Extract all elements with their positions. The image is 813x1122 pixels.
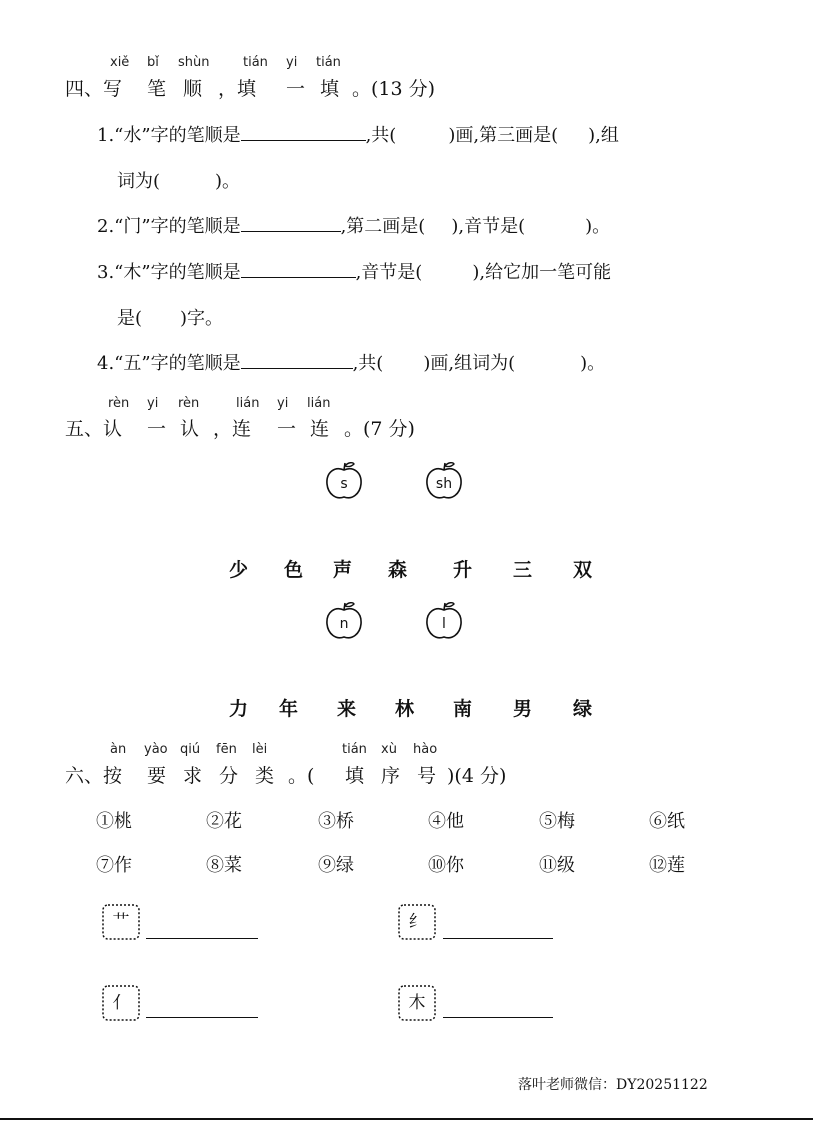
option-item: ⑧菜: [206, 855, 242, 876]
question-text: ,共(: [352, 353, 384, 374]
pinyin: xiě: [110, 55, 130, 70]
pinyin: yi: [147, 396, 159, 411]
radical-box-silk: [397, 903, 437, 941]
pinyin: lián: [236, 396, 260, 411]
answer-line[interactable]: [146, 1016, 258, 1018]
heading-text: 类: [255, 765, 275, 787]
heading-text: ，填: [218, 78, 257, 100]
apple-card-sh[interactable]: [423, 460, 465, 506]
option-item: ⑩你: [428, 855, 464, 876]
heading-text: 。(13 分): [352, 78, 436, 100]
answer-blank[interactable]: [241, 213, 341, 232]
pinyin: yi: [286, 55, 298, 70]
answer-line[interactable]: [146, 937, 258, 939]
pinyin: lèi: [252, 742, 268, 757]
heading-text: 分: [219, 765, 239, 787]
question-text: ),组: [588, 125, 619, 146]
pinyin: bǐ: [147, 55, 159, 70]
question-3-cont: [117, 304, 223, 330]
apple-label: n: [339, 616, 349, 632]
pinyin: àn: [110, 742, 127, 757]
heading-text: 填: [345, 765, 365, 787]
heading-text: 一: [277, 418, 297, 440]
question-text: )字。: [180, 308, 224, 329]
radical-label: 亻: [112, 993, 130, 1013]
pinyin: shùn: [178, 55, 210, 70]
pinyin: yi: [277, 396, 289, 411]
question-text: ),音节是(: [451, 216, 526, 237]
radical-label: 纟: [408, 912, 426, 932]
question-2: [97, 212, 610, 238]
radical-label: 木: [408, 993, 426, 1013]
question-text: )。: [215, 171, 241, 192]
footer-contact: 落叶老师微信：DY20251122: [518, 1077, 708, 1093]
question-1: [97, 121, 619, 147]
heading-text: 一: [147, 418, 167, 440]
option-item: ⑤梅: [539, 811, 575, 832]
pinyin: tián: [243, 55, 268, 70]
pinyin: fēn: [216, 742, 237, 757]
question-3: [97, 258, 611, 284]
question-text: ,第二画是(: [340, 216, 426, 237]
heading-text: 填: [320, 78, 340, 100]
question-text: 4.“五”字的笔顺是: [97, 353, 241, 374]
option-item: ⑫莲: [649, 855, 685, 876]
apple-card-n[interactable]: [323, 600, 365, 646]
radical-box-wood: [397, 984, 437, 1022]
pinyin: lián: [307, 396, 331, 411]
heading-text: 笔: [147, 78, 167, 100]
char-item[interactable]: 双: [573, 559, 593, 581]
option-item: ⑦作: [96, 855, 132, 876]
char-item[interactable]: 绿: [573, 698, 593, 720]
pinyin: qiú: [180, 742, 201, 757]
answer-blank[interactable]: [241, 259, 356, 278]
pinyin: yào: [144, 742, 168, 757]
heading-text: 。(7 分): [344, 418, 415, 440]
question-text: ),给它加一笔可能: [472, 262, 612, 283]
heading-text: 求: [183, 765, 203, 787]
heading-text: 要: [147, 765, 167, 787]
radical-box-person: [101, 984, 141, 1022]
question-text: )画,组词为(: [423, 353, 516, 374]
question-text: 词为(: [117, 171, 161, 192]
option-item: ①桃: [96, 811, 132, 832]
question-text: 3.“木”字的笔顺是: [97, 262, 241, 283]
char-item[interactable]: 色: [284, 559, 304, 581]
heading-text: 号: [417, 765, 437, 787]
question-text: 2.“门”字的笔顺是: [97, 216, 241, 237]
apple-label: l: [442, 616, 446, 632]
char-item[interactable]: 年: [279, 698, 299, 720]
answer-blank[interactable]: [241, 122, 366, 141]
pinyin: rèn: [108, 396, 130, 411]
question-text: 1.“水”字的笔顺是: [97, 125, 241, 146]
char-item[interactable]: 林: [395, 698, 415, 720]
apple-card-l[interactable]: [423, 600, 465, 646]
option-item: ⑪级: [539, 855, 575, 876]
heading-text: 认: [180, 418, 200, 440]
heading-text: 序: [381, 765, 401, 787]
char-item[interactable]: 南: [453, 698, 473, 720]
answer-line[interactable]: [443, 937, 553, 939]
apple-card-s[interactable]: [323, 460, 365, 506]
char-item[interactable]: 少: [229, 559, 249, 581]
question-text: )。: [580, 353, 606, 374]
answer-line[interactable]: [443, 1016, 553, 1018]
heading-text: 四、写: [65, 78, 123, 100]
option-item: ⑥纸: [649, 811, 685, 832]
heading-text: 连: [310, 418, 330, 440]
option-item: ③桥: [318, 811, 354, 832]
question-text: ,共(: [365, 125, 397, 146]
char-item[interactable]: 男: [513, 698, 533, 720]
option-item: ④他: [428, 811, 464, 832]
heading-text: 。(: [288, 765, 315, 787]
char-item[interactable]: 来: [337, 698, 357, 720]
heading-text: ，连: [213, 418, 252, 440]
apple-label: sh: [435, 476, 453, 492]
question-text: 是(: [117, 308, 143, 329]
char-item[interactable]: 森: [388, 559, 408, 581]
question-text: ,音节是(: [355, 262, 423, 283]
heading-text: 一: [286, 78, 306, 100]
radical-box-grass: [101, 903, 141, 941]
heading-text: 顺: [183, 78, 203, 100]
heading-text: )(4 分): [447, 765, 507, 787]
question-text: )。: [585, 216, 611, 237]
apple-label: s: [340, 476, 348, 492]
question-1-cont: [117, 167, 240, 193]
bottom-rule: [0, 1118, 813, 1120]
char-item[interactable]: 力: [229, 698, 249, 720]
heading-text: 六、按: [65, 765, 123, 787]
question-4: [97, 349, 605, 375]
answer-blank[interactable]: [241, 350, 353, 369]
char-item[interactable]: 三: [513, 559, 533, 581]
pinyin: xù: [381, 742, 397, 757]
pinyin: rèn: [178, 396, 200, 411]
question-text: )画,第三画是(: [448, 125, 559, 146]
radical-label: 艹: [112, 912, 130, 932]
pinyin: tián: [342, 742, 367, 757]
option-item: ⑨绿: [318, 855, 354, 876]
char-item[interactable]: 升: [453, 559, 473, 581]
option-item: ②花: [206, 811, 242, 832]
pinyin: tián: [316, 55, 341, 70]
pinyin: hào: [413, 742, 438, 757]
heading-text: 五、认: [65, 418, 123, 440]
char-item[interactable]: 声: [333, 559, 353, 581]
